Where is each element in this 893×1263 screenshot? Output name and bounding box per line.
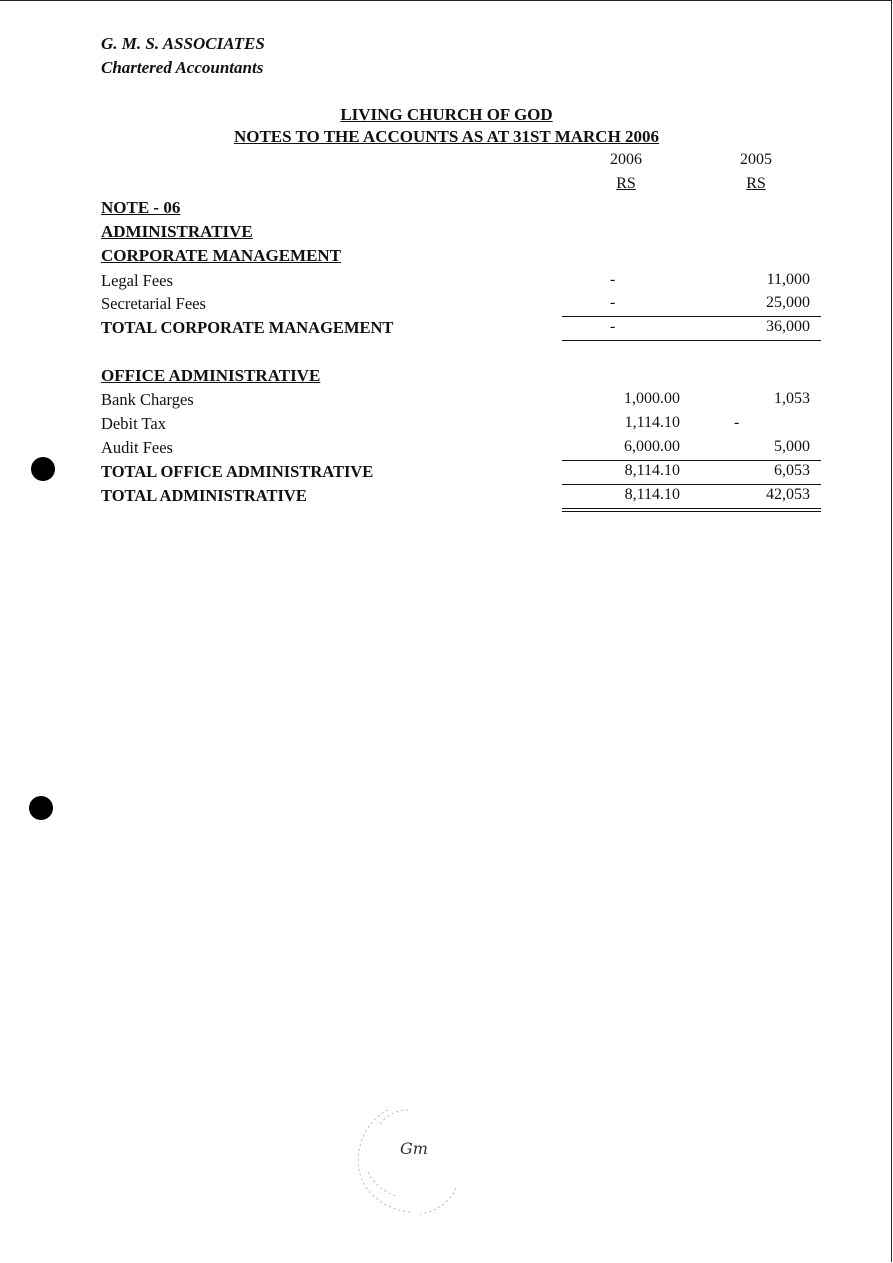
row-value-2005: 1,053	[774, 390, 810, 407]
row-value-2006: 1,114.10	[624, 414, 680, 431]
total-office-2006: 8,114.10	[624, 462, 680, 479]
total-corporate-2006: -	[610, 318, 616, 335]
row-value-2005: 25,000	[766, 294, 810, 311]
row-label: Legal Fees	[101, 271, 173, 290]
corporate-heading: CORPORATE MANAGEMENT	[101, 246, 342, 265]
row-value-2006: -	[610, 271, 616, 288]
punch-hole	[31, 457, 55, 481]
row-value-2006: -	[610, 294, 616, 311]
subtotal-rule	[562, 316, 821, 317]
signature-initials: Gm	[400, 1139, 428, 1158]
total-rule	[562, 340, 821, 341]
firm-name: G. M. S. ASSOCIATES	[101, 34, 265, 53]
row-label: Bank Charges	[101, 390, 194, 409]
total-corporate-label: TOTAL CORPORATE MANAGEMENT	[101, 318, 394, 337]
column-currency-2005: RS	[746, 175, 766, 192]
punch-hole	[29, 796, 53, 820]
grand-total-2005: 42,053	[766, 486, 810, 503]
note-heading: ADMINISTRATIVE	[101, 222, 253, 241]
subtotal-rule	[562, 484, 821, 485]
total-corporate-2005: 36,000	[766, 318, 810, 335]
column-year-2006: 2006	[610, 151, 642, 168]
note-label: NOTE - 06	[101, 198, 181, 217]
row-value-2006: 1,000.00	[624, 390, 680, 407]
subtotal-rule	[562, 460, 821, 461]
row-value-2005: -	[734, 414, 740, 431]
entity-title: LIVING CHURCH OF GOD	[340, 105, 553, 124]
total-office-label: TOTAL OFFICE ADMINISTRATIVE	[101, 462, 374, 481]
row-label: Debit Tax	[101, 414, 166, 433]
column-year-2005: 2005	[740, 151, 772, 168]
double-rule-bottom	[562, 511, 821, 512]
double-rule-top	[562, 508, 821, 509]
office-heading: OFFICE ADMINISTRATIVE	[101, 366, 321, 385]
row-label: Audit Fees	[101, 438, 173, 457]
firm-subtitle: Chartered Accountants	[101, 58, 264, 77]
report-title: NOTES TO THE ACCOUNTS AS AT 31ST MARCH 2006	[233, 127, 660, 146]
column-currency-2006: RS	[616, 175, 636, 192]
grand-total-label: TOTAL ADMINISTRATIVE	[101, 486, 307, 505]
row-value-2006: 6,000.00	[624, 438, 680, 455]
row-value-2005: 5,000	[774, 438, 810, 455]
grand-total-2006: 8,114.10	[624, 486, 680, 503]
row-label: Secretarial Fees	[101, 294, 206, 313]
row-value-2005: 11,000	[766, 271, 810, 288]
stamp-signature	[350, 1104, 460, 1216]
total-office-2005: 6,053	[774, 462, 810, 479]
